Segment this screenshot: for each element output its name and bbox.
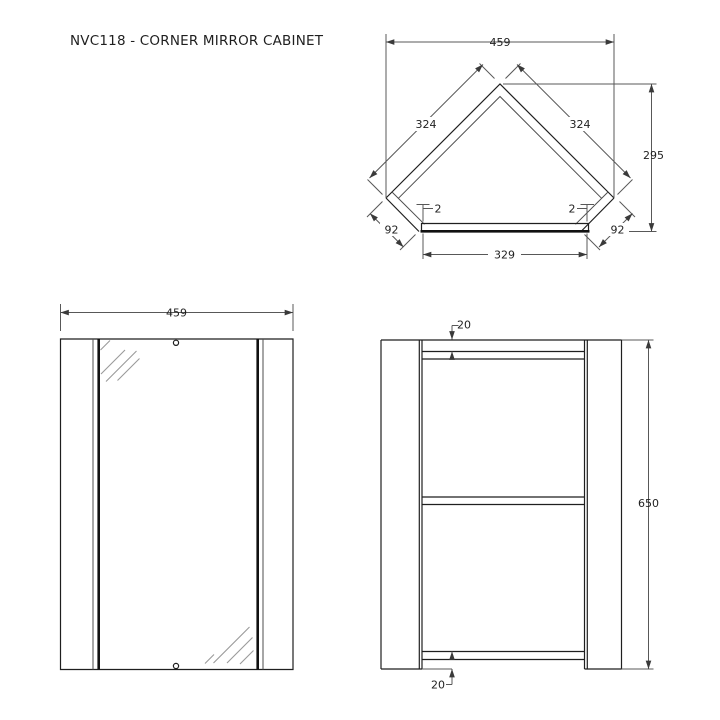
side-dim-bottom-inset-label: 20 bbox=[431, 678, 445, 692]
side-dim-height-label: 650 bbox=[638, 497, 659, 510]
plan-dim-right-gap-label: 2 bbox=[568, 202, 576, 216]
front-view bbox=[61, 304, 294, 670]
plan-dim-width-label: 459 bbox=[489, 36, 511, 49]
front-dim-width-label: 459 bbox=[166, 306, 187, 320]
drawing-title: NVC118 - CORNER MIRROR CABINET bbox=[70, 33, 324, 49]
front-mirror-hatch-bottom-right bbox=[205, 627, 254, 664]
plan-view bbox=[367, 34, 664, 262]
front-bottom-door-catch bbox=[173, 663, 178, 668]
plan-92l-ext-top bbox=[367, 202, 383, 218]
side-dim-top-inset-label: 20 bbox=[457, 318, 471, 332]
plan-92r-ext-top bbox=[620, 202, 636, 218]
plan-2r-leader bbox=[577, 205, 594, 222]
plan-dim-right-side-label: 324 bbox=[569, 118, 591, 131]
side-view bbox=[381, 319, 659, 692]
plan-dim-right-return-label: 92 bbox=[610, 223, 625, 237]
plan-dim-door-width-label: 329 bbox=[494, 248, 515, 262]
plan-92l-ext-bottom bbox=[400, 235, 416, 251]
plan-back-outer-edges bbox=[386, 84, 614, 198]
front-mirror-hatch-top-left bbox=[101, 341, 140, 382]
plan-dim-left-return-label: 92 bbox=[384, 223, 399, 237]
plan-back-inner-edges bbox=[399, 97, 602, 199]
side-bottom-shelf bbox=[422, 652, 585, 660]
plan-dim-left-side-label: 324 bbox=[415, 118, 437, 131]
plan-left-return-inner bbox=[392, 192, 425, 224]
plan-324r-ext-bottom bbox=[618, 180, 633, 195]
front-top-door-catch bbox=[173, 340, 178, 345]
plan-dim-left-gap-label: 2 bbox=[434, 202, 442, 216]
plan-mirror-door-outline bbox=[422, 224, 589, 232]
plan-324l-ext-bottom bbox=[368, 180, 383, 195]
plan-dim-depth-label: 295 bbox=[643, 149, 664, 162]
side-middle-shelf bbox=[422, 497, 585, 505]
side-top-shelf bbox=[422, 352, 585, 360]
